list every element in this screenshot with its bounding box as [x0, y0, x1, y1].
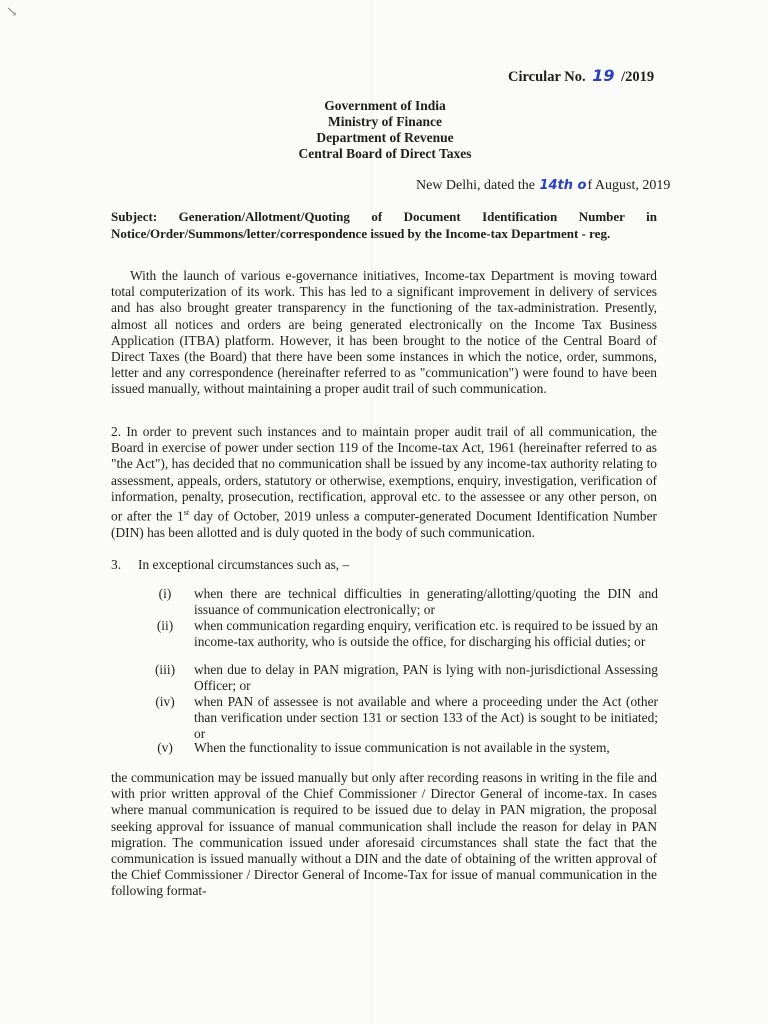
letterhead-line-4: Central Board of Direct Taxes — [298, 146, 472, 161]
letterhead-line-3: Department of Revenue — [316, 130, 454, 145]
date-handwritten-day: 14th o — [539, 178, 587, 193]
paragraph-3-number: 3. — [111, 557, 122, 572]
paragraph-2-superscript: st — [183, 508, 190, 518]
paragraph-1: With the launch of various e-governance initiatives, Income-tax Department is moving toward total computerization of its work. This has led to a significant improvement in delivery of services and has also brought greater transparency in the functioning of the tax-administration. Presently, almost all notices and orders are being generated electronically on the Income Tax Business Application (ITBA) platform. However, it has been brought to the notice of the Central Board of Direct Taxes (the Board) that there have been some instances in which the notice, order, summons, letter and any correspondence (hereinafter referred to as "communication") were found to have been issued manually, without maintaining a proper audit trail of such communication. — [111, 268, 657, 397]
paragraph-3-text: In exceptional circumstances such as, – — [138, 557, 350, 572]
paragraph-2-part-a: 2. In order to prevent such instances and to maintain proper audit trail of all communication, the Board in exercise of power under section 119 of the Income-tax Act, 1961 (hereinafter referred to as "the Act"), has decided that no communication shall be issued by any income-tax authority relating to assessment, appeals, orders, statutory or otherwise, exemptions, enquiry, investigation, verification of information, penalty, prosecution, rectification, approval etc. to the assessee or any other person, on or after the 1 — [111, 424, 657, 524]
letterhead-line-2: Ministry of Finance — [328, 114, 442, 129]
list-item-text: when communication regarding enquiry, verification etc. is required to be issued by an income-tax authority, who is outside the office, for discharging his official duties; or — [194, 618, 658, 650]
circular-prefix: Circular No. — [508, 69, 586, 85]
paragraph-2 — [111, 424, 657, 541]
date-line — [416, 178, 670, 194]
date-suffix: f August, 2019 — [587, 178, 671, 193]
corner-mark: ↘ — [6, 5, 18, 20]
circular-number — [508, 66, 654, 86]
list-item-number: (iv) — [155, 694, 175, 709]
letterhead-line-1: Government of India — [324, 98, 446, 113]
paragraph-2-part-b: day of October, 2019 unless a computer-generated Document Identification Number (DIN) has been allotted and is duly quoted in the body of such communication. — [111, 508, 657, 540]
circular-handwritten-number: 19 — [592, 66, 615, 85]
date-prefix: New Delhi, dated the — [416, 178, 535, 193]
list-item-text: when due to delay in PAN migration, PAN is lying with non-jurisdictional Assessing Officer; or — [194, 662, 658, 694]
list-item-text: when there are technical difficulties in generating/allotting/quoting the DIN and issuance of communication electronically; or — [194, 586, 658, 618]
list-item-number: (ii) — [156, 618, 174, 633]
circular-suffix: /2019 — [621, 69, 655, 85]
paragraph-3 — [111, 557, 657, 573]
paragraph-4: the communication may be issued manually but only after recording reasons in writing in the file and with prior written approval of the Chief Commissioner / Director General of income-tax. In cases where manual communication is required to be issued due to delay in PAN migration, the proposal seeking approval for issuance of manual communication shall include the reason for delay in PAN migration. The communication issued under aforesaid circumstances shall state the fact that the communication is issued manually without a DIN and the date of obtaining of the written approval of the Chief Commissioner / Director General of Income-Tax for issue of manual communication in the following format- — [111, 770, 657, 899]
list-item-text: when PAN of assessee is not available and where a proceeding under the Act (other than verification under section 131 or section 133 of the Act) is sought to be initiated; or — [194, 694, 658, 742]
list-item-text: When the functionality to issue communication is not available in the system, — [194, 740, 610, 755]
list-item-number: (i) — [158, 586, 172, 601]
list-item-number: (v) — [157, 740, 173, 755]
list-item-number: (iii) — [154, 662, 176, 677]
letterhead — [240, 98, 530, 162]
subject-line: Subject: Generation/Allotment/Quoting of Document Identification Number in Notice/Order/Summons/letter/correspondence issued by the Income-tax Department - reg. — [111, 209, 657, 241]
